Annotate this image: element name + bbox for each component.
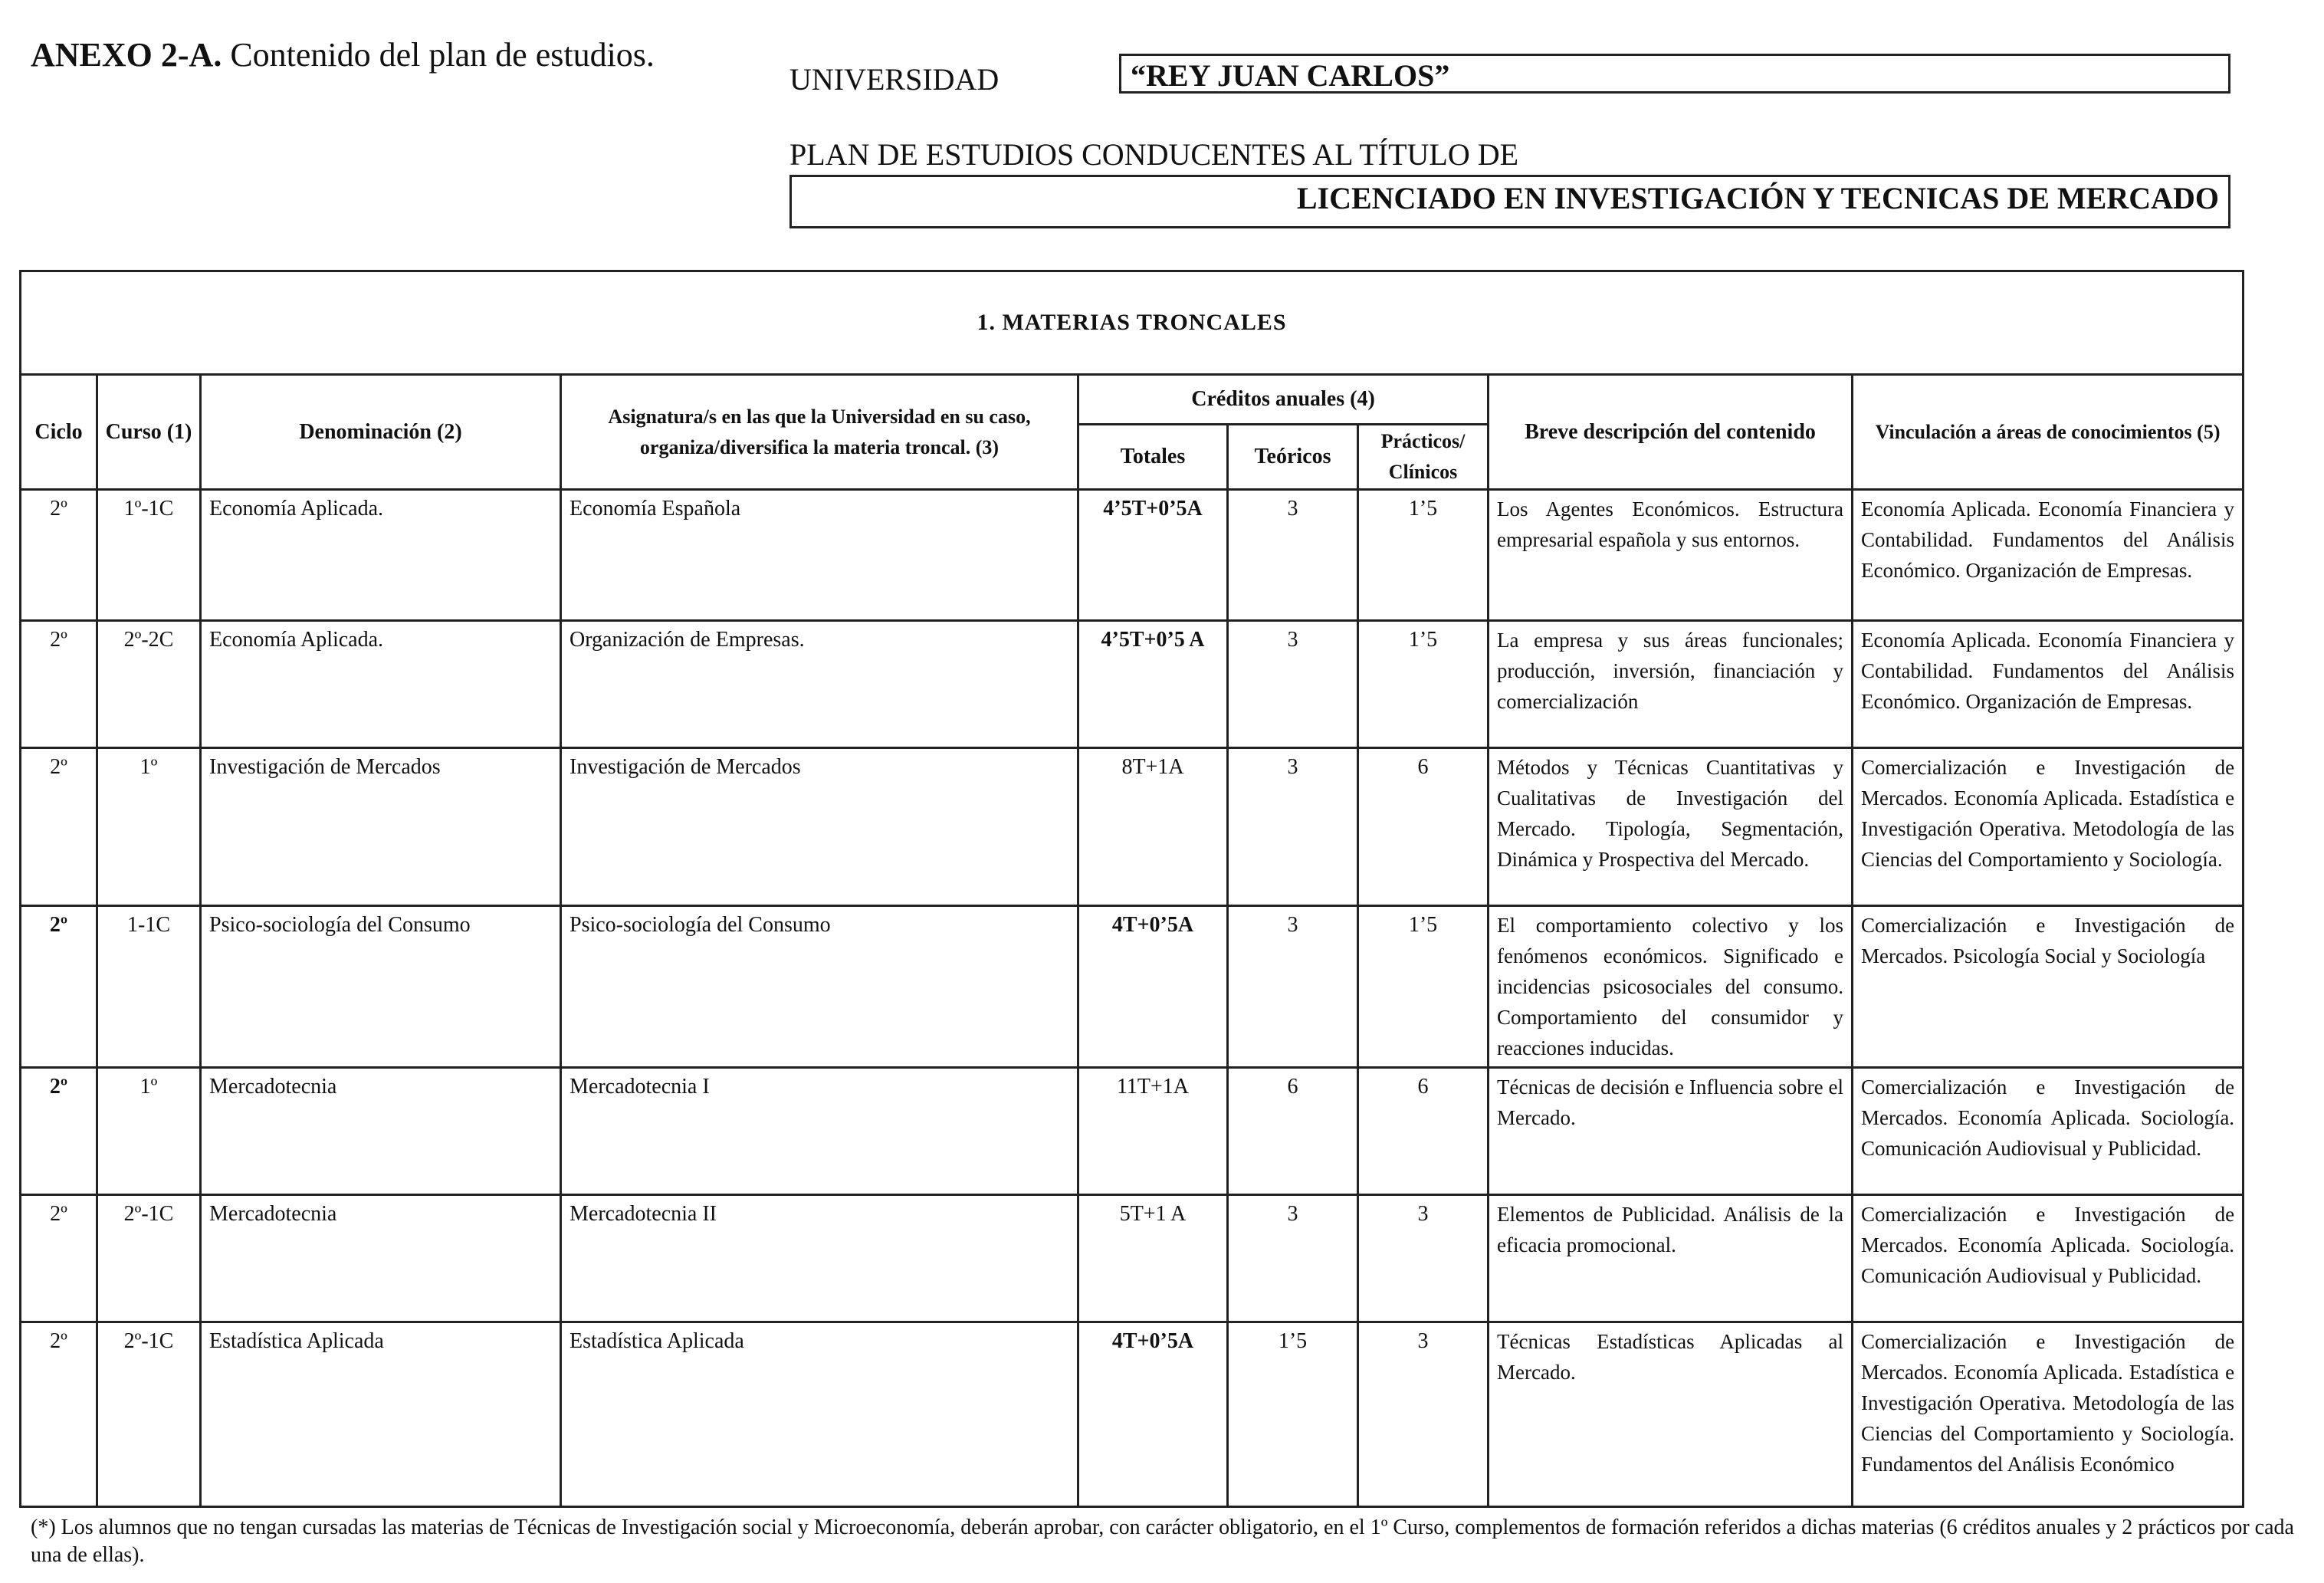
university-label: UNIVERSIDAD <box>789 62 1000 97</box>
cell-ciclo: 2º <box>21 1068 97 1195</box>
cell-teoricos: 3 <box>1228 748 1358 906</box>
cell-totales: 4T+0’5A <box>1078 1322 1228 1507</box>
col-header-asignaturas: Asignatura/s en las que la Universidad en su caso, organiza/diversifica la materia troncal. (3) <box>561 375 1078 490</box>
footnote: (*) Los alumnos que no tengan cursadas las materias de Técnicas de Investigación social y Microeconomía, deberán aprobar, con carácter obligatorio, en el 1º Curso, complementos de formación referidos a dichas materias (6 créditos anuales y 2 prácticos por cada una de ellas). <box>31 1516 2294 1567</box>
cell-curso: 1º <box>97 1068 201 1195</box>
cell-asignatura: Estadística Aplicada <box>561 1322 1078 1507</box>
col-header-teoricos: Teóricos <box>1228 425 1358 490</box>
cell-denominacion: Estadística Aplicada <box>201 1322 561 1507</box>
table-row <box>21 1195 2244 1322</box>
cell-denominacion: Psico-sociología del Consumo <box>201 906 561 1068</box>
cell-practicos: 6 <box>1358 748 1489 906</box>
cell-teoricos: 3 <box>1228 490 1358 621</box>
cell-totales: 4T+0’5A <box>1078 906 1228 1068</box>
plan-label: PLAN DE ESTUDIOS CONDUCENTES AL TÍTULO DE <box>789 137 1519 172</box>
cell-vinculacion: Economía Aplicada. Economía Financiera y Contabilidad. Fundamentos del Análisis Económico. Organización de Empresas. <box>1853 621 2244 748</box>
annex-title-bold: ANEXO 2-A. <box>31 36 222 74</box>
cell-practicos: 6 <box>1358 1068 1489 1195</box>
cell-asignatura: Mercadotecnia II <box>561 1195 1078 1322</box>
cell-curso: 2º-1C <box>97 1195 201 1322</box>
cell-teoricos: 3 <box>1228 906 1358 1068</box>
table-row <box>21 490 2244 621</box>
cell-practicos: 3 <box>1358 1195 1489 1322</box>
table-row <box>21 748 2244 906</box>
table-row <box>21 621 2244 748</box>
cell-descripcion: El comportamiento colectivo y los fenómenos económicos. Significado e incidencias psicosociales del consumo. Comportamiento del consumidor y reacciones inducidas. <box>1489 906 1853 1068</box>
cell-descripcion: Los Agentes Económicos. Estructura empresarial española y sus entornos. <box>1489 490 1853 621</box>
cell-vinculacion: Comercialización e Investigación de Mercados. Economía Aplicada. Sociología. Comunicación Audiovisual y Publicidad. <box>1853 1068 2244 1195</box>
cell-descripcion: Métodos y Técnicas Cuantitativas y Cualitativas de Investigación del Mercado. Tipología, Segmentación, Dinámica y Prospectiva del Mercado. <box>1489 748 1853 906</box>
table-row <box>21 906 2244 1068</box>
cell-teoricos: 1’5 <box>1228 1322 1358 1507</box>
cell-ciclo: 2º <box>21 490 97 621</box>
cell-practicos: 1’5 <box>1358 621 1489 748</box>
cell-denominacion: Investigación de Mercados <box>201 748 561 906</box>
cell-asignatura: Psico-sociología del Consumo <box>561 906 1078 1068</box>
cell-vinculacion: Comercialización e Investigación de Mercados. Psicología Social y Sociología <box>1853 906 2244 1068</box>
col-header-vinculacion: Vinculación a áreas de conocimientos (5) <box>1853 375 2244 490</box>
cell-vinculacion: Comercialización e Investigación de Mercados. Economía Aplicada. Estadística e Investigación Operativa. Metodología de las Ciencias del Comportamiento y Sociología. <box>1853 748 2244 906</box>
cell-practicos: 3 <box>1358 1322 1489 1507</box>
cell-curso: 1-1C <box>97 906 201 1068</box>
col-header-practicos: Prácticos/ Clínicos <box>1358 425 1489 490</box>
cell-curso: 1º <box>97 748 201 906</box>
cell-teoricos: 3 <box>1228 621 1358 748</box>
cell-denominacion: Economía Aplicada. <box>201 490 561 621</box>
cell-asignatura: Investigación de Mercados <box>561 748 1078 906</box>
cell-curso: 2º-1C <box>97 1322 201 1507</box>
col-header-totales: Totales <box>1078 425 1228 490</box>
cell-practicos: 1’5 <box>1358 490 1489 621</box>
cell-ciclo: 2º <box>21 1195 97 1322</box>
cell-teoricos: 6 <box>1228 1068 1358 1195</box>
degree-title-box: LICENCIADO EN INVESTIGACIÓN Y TECNICAS DE MERCADO <box>789 175 2230 228</box>
col-header-curso: Curso (1) <box>97 375 201 490</box>
col-header-descripcion: Breve descripción del contenido <box>1489 375 1853 490</box>
materias-troncales-table-wrap <box>19 270 2242 1508</box>
materias-troncales-table <box>19 270 2244 1508</box>
cell-totales: 5T+1 A <box>1078 1195 1228 1322</box>
cell-descripcion: Técnicas Estadísticas Aplicadas al Mercado. <box>1489 1322 1853 1507</box>
col-header-ciclo: Ciclo <box>21 375 97 490</box>
cell-denominacion: Mercadotecnia <box>201 1068 561 1195</box>
cell-totales: 4’5T+0’5A <box>1078 490 1228 621</box>
cell-descripcion: La empresa y sus áreas funcionales; producción, inversión, financiación y comercialización <box>1489 621 1853 748</box>
cell-ciclo: 2º <box>21 1322 97 1507</box>
cell-vinculacion: Economía Aplicada. Economía Financiera y Contabilidad. Fundamentos del Análisis Económico. Organización de Empresas. <box>1853 490 2244 621</box>
cell-totales: 4’5T+0’5 A <box>1078 621 1228 748</box>
cell-denominacion: Economía Aplicada. <box>201 621 561 748</box>
table-row <box>21 1068 2244 1195</box>
cell-curso: 1º-1C <box>97 490 201 621</box>
cell-asignatura: Organización de Empresas. <box>561 621 1078 748</box>
cell-totales: 11T+1A <box>1078 1068 1228 1195</box>
cell-asignatura: Economía Española <box>561 490 1078 621</box>
col-header-denominacion: Denominación (2) <box>201 375 561 490</box>
cell-teoricos: 3 <box>1228 1195 1358 1322</box>
cell-denominacion: Mercadotecnia <box>201 1195 561 1322</box>
col-header-creditos: Créditos anuales (4) <box>1078 375 1489 425</box>
section-title: 1. MATERIAS TRONCALES <box>21 271 2244 375</box>
cell-descripcion: Elementos de Publicidad. Análisis de la eficacia promocional. <box>1489 1195 1853 1322</box>
cell-ciclo: 2º <box>21 906 97 1068</box>
cell-vinculacion: Comercialización e Investigación de Mercados. Economía Aplicada. Sociología. Comunicación Audiovisual y Publicidad. <box>1853 1195 2244 1322</box>
annex-title <box>31 35 655 74</box>
table-row <box>21 1322 2244 1507</box>
annex-title-rest: Contenido del plan de estudios. <box>222 36 655 74</box>
cell-ciclo: 2º <box>21 621 97 748</box>
cell-curso: 2º-2C <box>97 621 201 748</box>
cell-totales: 8T+1A <box>1078 748 1228 906</box>
cell-vinculacion: Comercialización e Investigación de Mercados. Economía Aplicada. Estadística e Investigación Operativa. Metodología de las Ciencias del Comportamiento y Sociología. Fundamentos del Análisis Económico <box>1853 1322 2244 1507</box>
cell-practicos: 1’5 <box>1358 906 1489 1068</box>
university-name-box: “REY JUAN CARLOS” <box>1119 54 2230 94</box>
cell-asignatura: Mercadotecnia I <box>561 1068 1078 1195</box>
cell-descripcion: Técnicas de decisión e Influencia sobre el Mercado. <box>1489 1068 1853 1195</box>
cell-ciclo: 2º <box>21 748 97 906</box>
